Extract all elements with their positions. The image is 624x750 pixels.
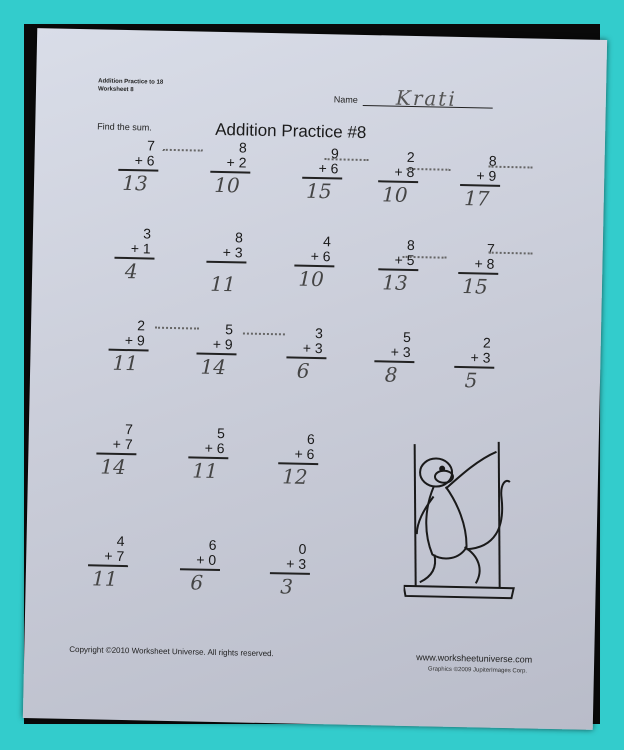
page-title: Addition Practice #8 bbox=[215, 119, 367, 143]
addend-plus: + 8 bbox=[474, 255, 495, 272]
addend: 8 bbox=[234, 229, 244, 246]
addend: 0 bbox=[298, 540, 307, 557]
handwritten-answer: 11 bbox=[91, 565, 118, 591]
problem bbox=[182, 425, 229, 481]
problem bbox=[112, 138, 159, 194]
handwritten-answer: 4 bbox=[124, 258, 138, 283]
monkey-arm bbox=[446, 451, 497, 490]
addend-plus: + 3 bbox=[302, 339, 323, 357]
handwritten-answer: 10 bbox=[298, 266, 325, 291]
problem bbox=[272, 431, 319, 487]
student-name-handwritten: Krati bbox=[395, 85, 458, 111]
problem bbox=[452, 241, 499, 297]
problem bbox=[82, 533, 129, 589]
addend-plus: + 7 bbox=[104, 547, 125, 565]
handwritten-answer: 14 bbox=[200, 354, 227, 379]
addend: 4 bbox=[322, 233, 332, 250]
problem bbox=[204, 140, 251, 196]
addend-plus: + 3 bbox=[470, 349, 491, 366]
handwritten-answer: 11 bbox=[192, 457, 219, 483]
addend-plus: + 1 bbox=[130, 240, 151, 257]
addend-plus: + 3 bbox=[390, 343, 411, 360]
monkey-tail bbox=[466, 480, 509, 550]
dotted-stroke bbox=[163, 149, 203, 152]
handwritten-answer: 11 bbox=[112, 350, 139, 375]
addend: 4 bbox=[116, 532, 125, 550]
problem bbox=[280, 325, 327, 381]
problem bbox=[173, 537, 220, 593]
addend-plus: + 9 bbox=[476, 167, 497, 184]
name-label: Name bbox=[333, 94, 358, 105]
handwritten-answer: 12 bbox=[281, 463, 308, 489]
addend: 5 bbox=[216, 424, 226, 442]
handwritten-answer: 10 bbox=[381, 181, 408, 207]
addend-plus: + 3 bbox=[286, 555, 307, 572]
addend-plus: + 2 bbox=[226, 154, 247, 171]
addend-plus: + 5 bbox=[394, 251, 415, 269]
addend: 8 bbox=[238, 139, 248, 156]
addend: 6 bbox=[306, 430, 315, 448]
addend: 7 bbox=[124, 421, 134, 438]
worksheet-header-small bbox=[98, 77, 163, 94]
addend: 7 bbox=[486, 240, 495, 257]
monkey-leg bbox=[420, 554, 435, 582]
addend: 8 bbox=[488, 152, 497, 169]
addend-plus: + 6 bbox=[318, 160, 339, 177]
problem bbox=[454, 153, 501, 209]
problem bbox=[372, 237, 419, 293]
addend-plus: + 9 bbox=[212, 335, 233, 353]
addend-plus: + 6 bbox=[204, 439, 225, 457]
worksheet-small-title: Addition Practice to 18 bbox=[98, 78, 164, 86]
addend: 6 bbox=[208, 536, 217, 553]
addend-plus: + 6 bbox=[310, 247, 331, 265]
footer-url: www.worksheetuniverse.com bbox=[416, 652, 533, 665]
addend-plus: + 7 bbox=[112, 435, 133, 453]
handwritten-answer: 11 bbox=[209, 271, 236, 296]
graphics-credit: Graphics ©2009 JupiterImages Corp. bbox=[427, 666, 528, 675]
worksheet-number: Worksheet 8 bbox=[97, 86, 134, 94]
handwritten-answer: 14 bbox=[100, 454, 127, 479]
handwritten-answer: 3 bbox=[280, 573, 294, 599]
problem bbox=[90, 421, 137, 477]
sum-rule bbox=[206, 261, 246, 263]
addend: 2 bbox=[482, 334, 491, 351]
problem bbox=[288, 233, 335, 289]
handwritten-answer: 13 bbox=[382, 269, 409, 295]
handwritten-answer: 8 bbox=[384, 361, 398, 387]
handwritten-answer: 13 bbox=[122, 170, 149, 195]
problem bbox=[368, 329, 415, 385]
handwritten-answer: 17 bbox=[463, 185, 490, 211]
handwritten-answer: 15 bbox=[462, 273, 488, 299]
problem bbox=[200, 230, 247, 295]
problem bbox=[190, 321, 237, 377]
problem bbox=[263, 541, 310, 597]
addend: 3 bbox=[314, 324, 324, 342]
problem bbox=[102, 318, 149, 374]
problem bbox=[296, 146, 343, 202]
handwritten-answer: 15 bbox=[305, 178, 332, 203]
monkey-on-swing-illustration bbox=[403, 436, 527, 608]
addend: 5 bbox=[402, 328, 412, 345]
dotted-stroke bbox=[155, 327, 199, 330]
handwritten-answer: 10 bbox=[214, 172, 241, 197]
worksheet-paper bbox=[23, 28, 607, 730]
handwritten-answer: 6 bbox=[190, 569, 204, 595]
addend: 5 bbox=[225, 321, 234, 338]
swing-seat bbox=[403, 586, 513, 598]
addend-plus: + 0 bbox=[196, 551, 217, 568]
handwritten-answer: 6 bbox=[296, 358, 310, 383]
copyright-notice: Copyright ©2010 Worksheet Universe. All rights reserved. bbox=[69, 644, 274, 659]
addend: 3 bbox=[143, 225, 152, 242]
addend: 8 bbox=[406, 236, 415, 254]
addend-plus: + 8 bbox=[394, 163, 415, 181]
problem bbox=[108, 226, 155, 282]
addend: 9 bbox=[330, 145, 339, 162]
addend-plus: + 6 bbox=[294, 445, 315, 463]
instructions: Find the sum. bbox=[97, 121, 152, 133]
addend-plus: + 6 bbox=[134, 152, 155, 169]
handwritten-answer: 5 bbox=[464, 367, 478, 392]
addend: 2 bbox=[406, 148, 415, 166]
addend: 2 bbox=[137, 317, 146, 334]
addend-plus: + 3 bbox=[222, 244, 243, 261]
addend-plus: + 9 bbox=[124, 332, 145, 349]
dotted-stroke bbox=[243, 332, 285, 335]
swing-rope-left bbox=[412, 444, 419, 586]
problem bbox=[372, 149, 419, 205]
problem bbox=[448, 335, 495, 391]
addend: 7 bbox=[146, 137, 156, 154]
